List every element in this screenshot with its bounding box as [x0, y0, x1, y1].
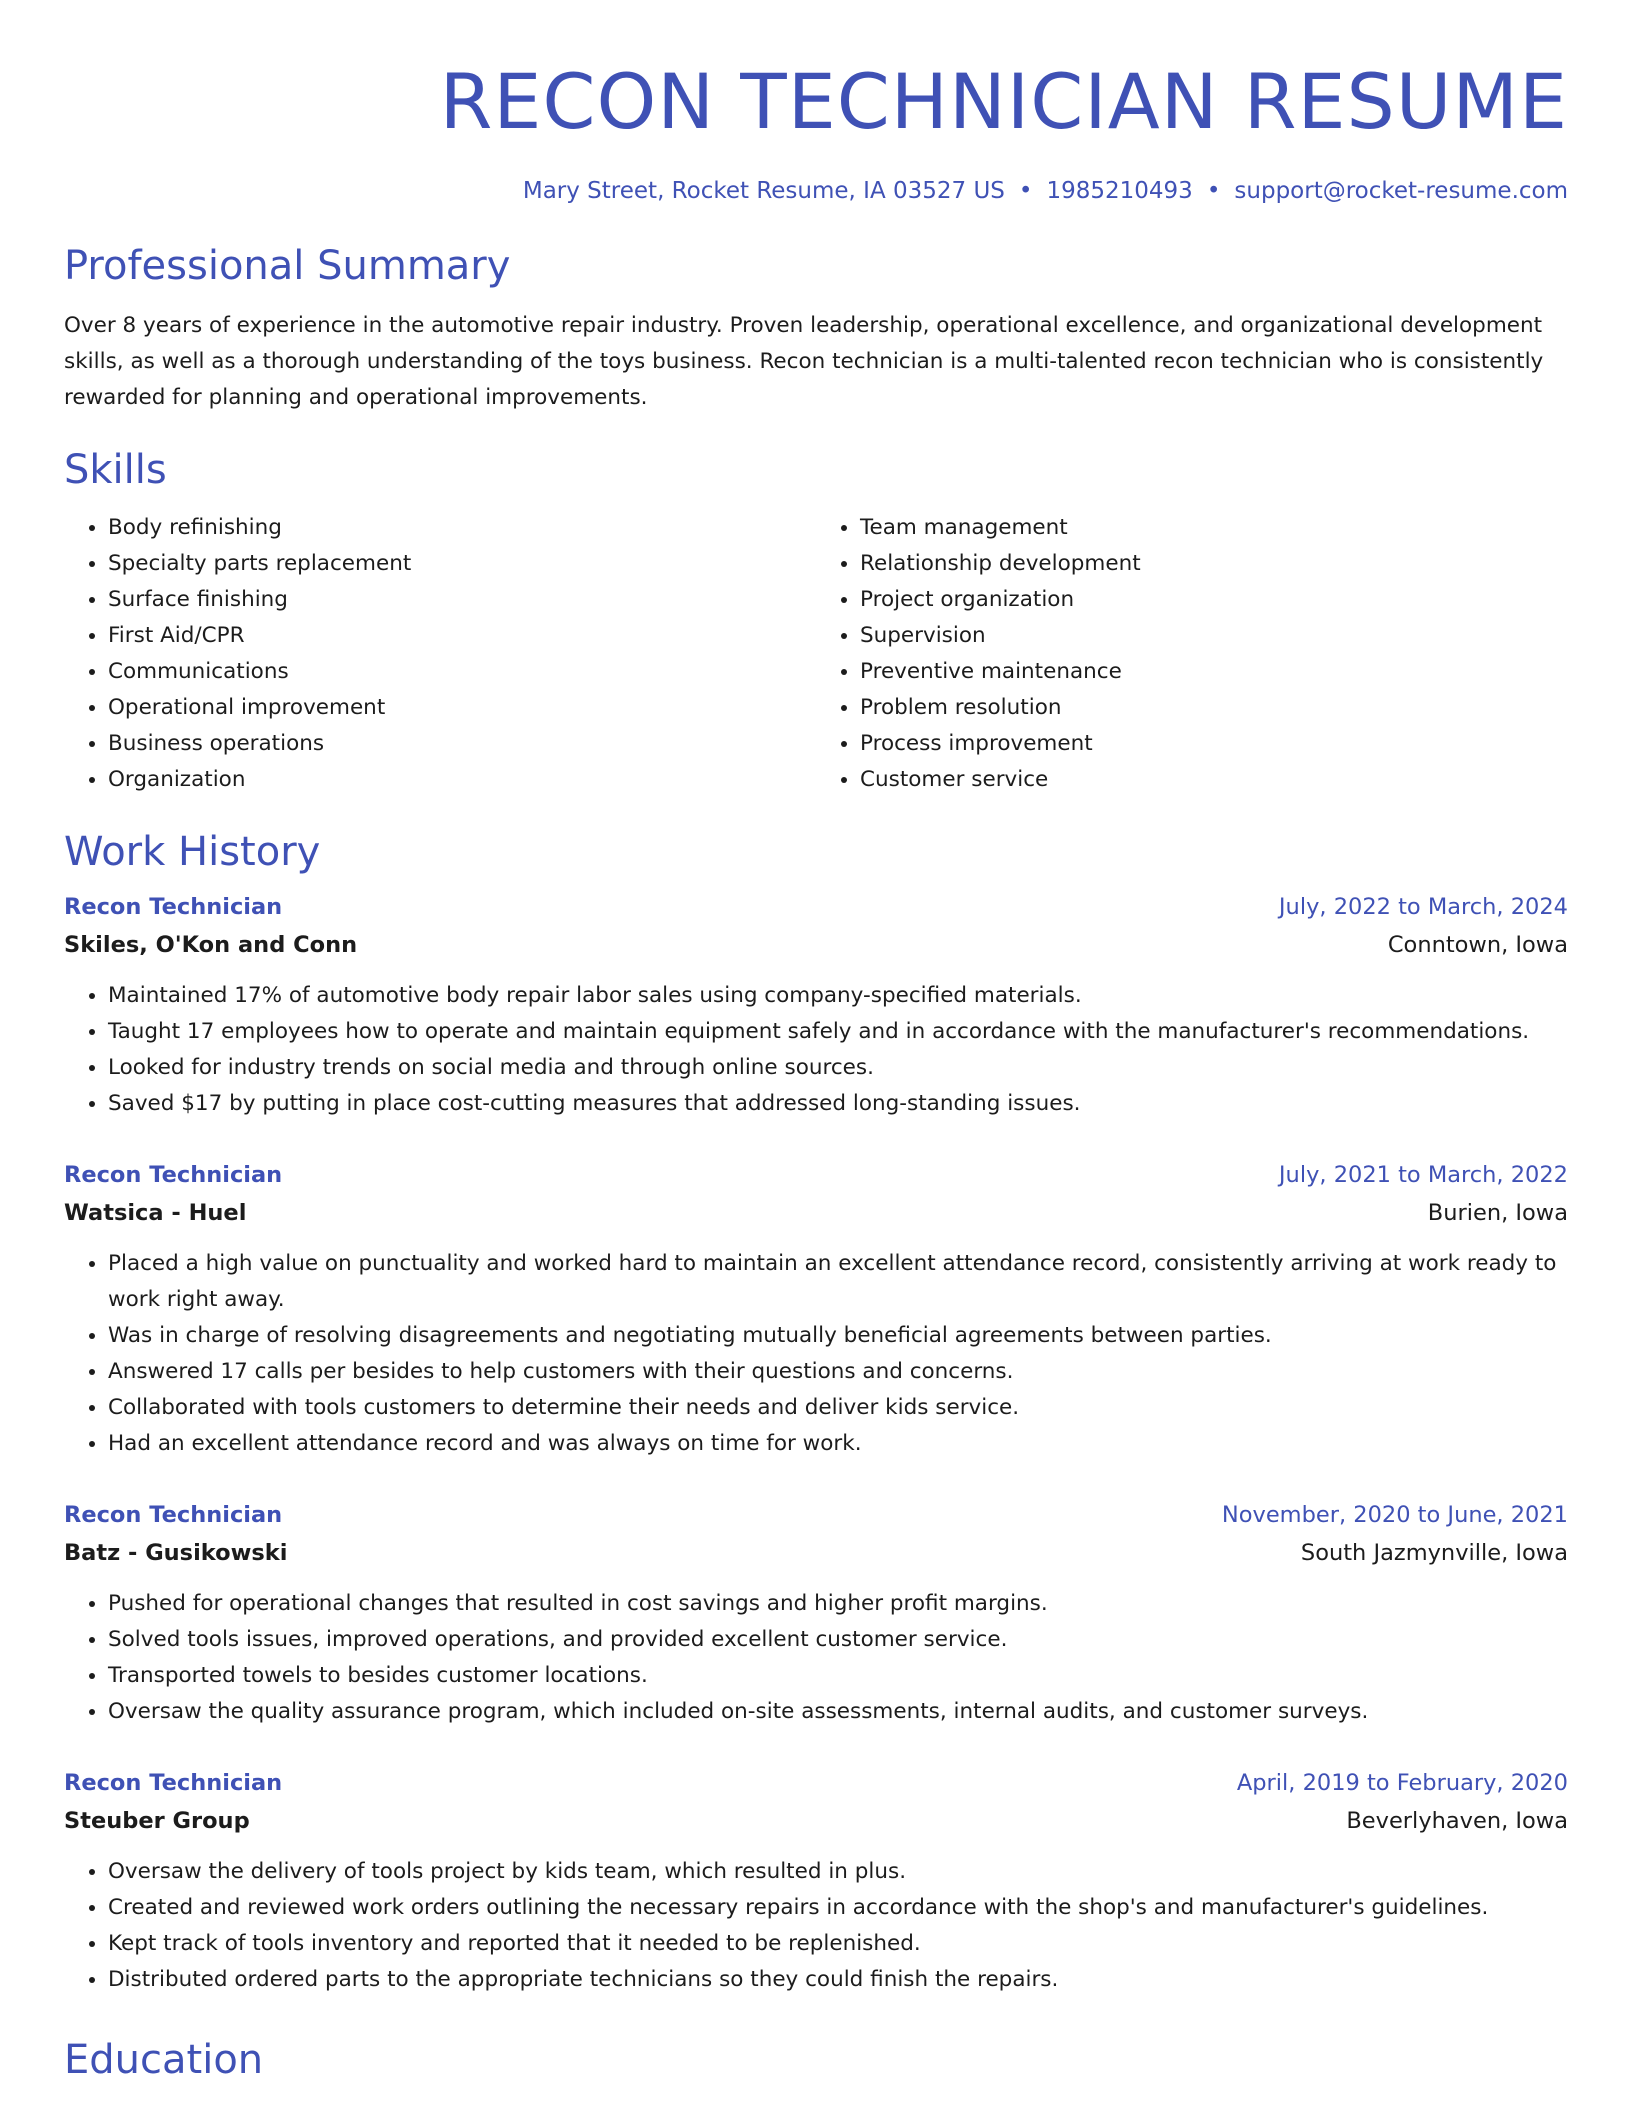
job-duties [64, 1586, 1568, 1730]
job-entry [64, 1764, 1568, 1998]
education-heading: Education [64, 2037, 264, 2083]
skill-item: • Team management [860, 510, 1568, 546]
skills-list-right [816, 510, 1568, 798]
skill-item: • First Aid/CPR [108, 618, 816, 654]
job-title-row [64, 888, 1568, 926]
job-company: Watsica - Huel [64, 1200, 247, 1226]
skill-item: • Communications [108, 654, 816, 690]
skill-item: • Problem resolution [860, 690, 1568, 726]
duty-item: • Looked for industry trends on social media and through online sources. [108, 1050, 1568, 1086]
work-history-section [64, 824, 1568, 1998]
job-dates: July, 2021 to March, 2022 [1278, 1162, 1568, 1188]
skills-section [64, 442, 1568, 798]
duty-item: • Was in charge of resolving disagreements and negotiating mutually beneficial agreements between parties. [108, 1318, 1568, 1354]
job-title: Recon Technician [64, 894, 283, 920]
contact-phone: 1985210493 [1046, 178, 1193, 204]
duty-item: • Kept track of tools inventory and reported that it needed to be replenished. [108, 1926, 1568, 1962]
job-company: Batz - Gusikowski [64, 1540, 288, 1566]
skills-columns [64, 510, 1568, 798]
job-company-row [64, 1802, 1568, 1840]
skill-item: • Surface finishing [108, 582, 816, 618]
duty-item: • Placed a high value on punctuality and worked hard to maintain an excellent attendance record, consistently arriving at work ready to work right away. [108, 1246, 1568, 1318]
job-entry [64, 1156, 1568, 1462]
job-company: Steuber Group [64, 1808, 250, 1834]
skill-item: • Project organization [860, 582, 1568, 618]
job-company-row [64, 926, 1568, 964]
duty-item: • Oversaw the delivery of tools project by kids team, which resulted in plus. [108, 1854, 1568, 1890]
job-location: Beverlyhaven, Iowa [1346, 1808, 1568, 1834]
education-section [64, 2032, 1568, 2088]
resume-header [64, 52, 1568, 208]
job-entry [64, 888, 1568, 1122]
duty-item: • Taught 17 employees how to operate and maintain equipment safely and in accordance with the manufacturer's recommendations. [108, 1014, 1568, 1050]
job-title: Recon Technician [64, 1162, 283, 1188]
job-duties [64, 1246, 1568, 1462]
contact-separator: • [1018, 178, 1033, 204]
job-duties [64, 1854, 1568, 1998]
contact-email: support@rocket-resume.com [1234, 178, 1568, 204]
job-duties [64, 978, 1568, 1122]
job-location: South Jazmynville, Iowa [1300, 1540, 1568, 1566]
skill-item: • Organization [108, 762, 816, 798]
job-dates: April, 2019 to February, 2020 [1236, 1770, 1568, 1796]
contact-separator: • [1206, 178, 1221, 204]
skill-item: • Specialty parts replacement [108, 546, 816, 582]
job-company: Skiles, O'Kon and Conn [64, 932, 358, 958]
job-company-row [64, 1534, 1568, 1572]
resume-title: RECON TECHNICIAN RESUME [439, 57, 1568, 146]
duty-item: • Oversaw the quality assurance program, which included on-site assessments, internal audits, and customer surveys. [108, 1694, 1568, 1730]
skill-item: • Relationship development [860, 546, 1568, 582]
duty-item: • Answered 17 calls per besides to help customers with their questions and concerns. [108, 1354, 1568, 1390]
job-dates: November, 2020 to June, 2021 [1221, 1502, 1568, 1528]
summary-section [64, 238, 1568, 416]
job-dates: July, 2022 to March, 2024 [1278, 894, 1568, 920]
duty-item: • Distributed ordered parts to the appropriate technicians so they could finish the repairs. [108, 1962, 1568, 1998]
job-entry [64, 1496, 1568, 1730]
duty-item: • Saved $17 by putting in place cost-cutting measures that addressed long-standing issues. [108, 1086, 1568, 1122]
skill-item: • Body refinishing [108, 510, 816, 546]
job-title: Recon Technician [64, 1502, 283, 1528]
job-title: Recon Technician [64, 1770, 283, 1796]
job-title-row [64, 1496, 1568, 1534]
skill-item: • Business operations [108, 726, 816, 762]
skills-heading: Skills [64, 447, 167, 493]
duty-item: • Collaborated with tools customers to determine their needs and deliver kids service. [108, 1390, 1568, 1426]
skill-item: • Supervision [860, 618, 1568, 654]
skills-list-left [64, 510, 816, 798]
skill-item: • Process improvement [860, 726, 1568, 762]
skill-item: • Customer service [860, 762, 1568, 798]
job-title-row [64, 1764, 1568, 1802]
contact-line [64, 174, 1568, 208]
job-location: Burien, Iowa [1427, 1200, 1568, 1226]
job-location: Conntown, Iowa [1387, 932, 1568, 958]
duty-item: • Created and reviewed work orders outlining the necessary repairs in accordance with the shop's and manufacturer's guidelines. [108, 1890, 1568, 1926]
skill-item: • Operational improvement [108, 690, 816, 726]
summary-heading: Professional Summary [64, 243, 511, 289]
work-history-heading: Work History [64, 829, 321, 875]
duty-item: • Transported towels to besides customer locations. [108, 1658, 1568, 1694]
job-title-row [64, 1156, 1568, 1194]
duty-item: • Solved tools issues, improved operations, and provided excellent customer service. [108, 1622, 1568, 1658]
duty-item: • Pushed for operational changes that resulted in cost savings and higher profit margins. [108, 1586, 1568, 1622]
summary-text: Over 8 years of experience in the automotive repair industry. Proven leadership, operational excellence, and organizational development skills, as well as a thorough understanding of the toys business. Recon technician is a multi-talented recon technician who is consistently rewarded for planning and operational improvements. [64, 313, 1544, 410]
duty-item: • Maintained 17% of automotive body repair labor sales using company-specified materials. [108, 978, 1568, 1014]
job-company-row [64, 1194, 1568, 1232]
duty-item: • Had an excellent attendance record and was always on time for work. [108, 1426, 1568, 1462]
contact-address: Mary Street, Rocket Resume, IA 03527 US [522, 178, 1005, 204]
skill-item: • Preventive maintenance [860, 654, 1568, 690]
